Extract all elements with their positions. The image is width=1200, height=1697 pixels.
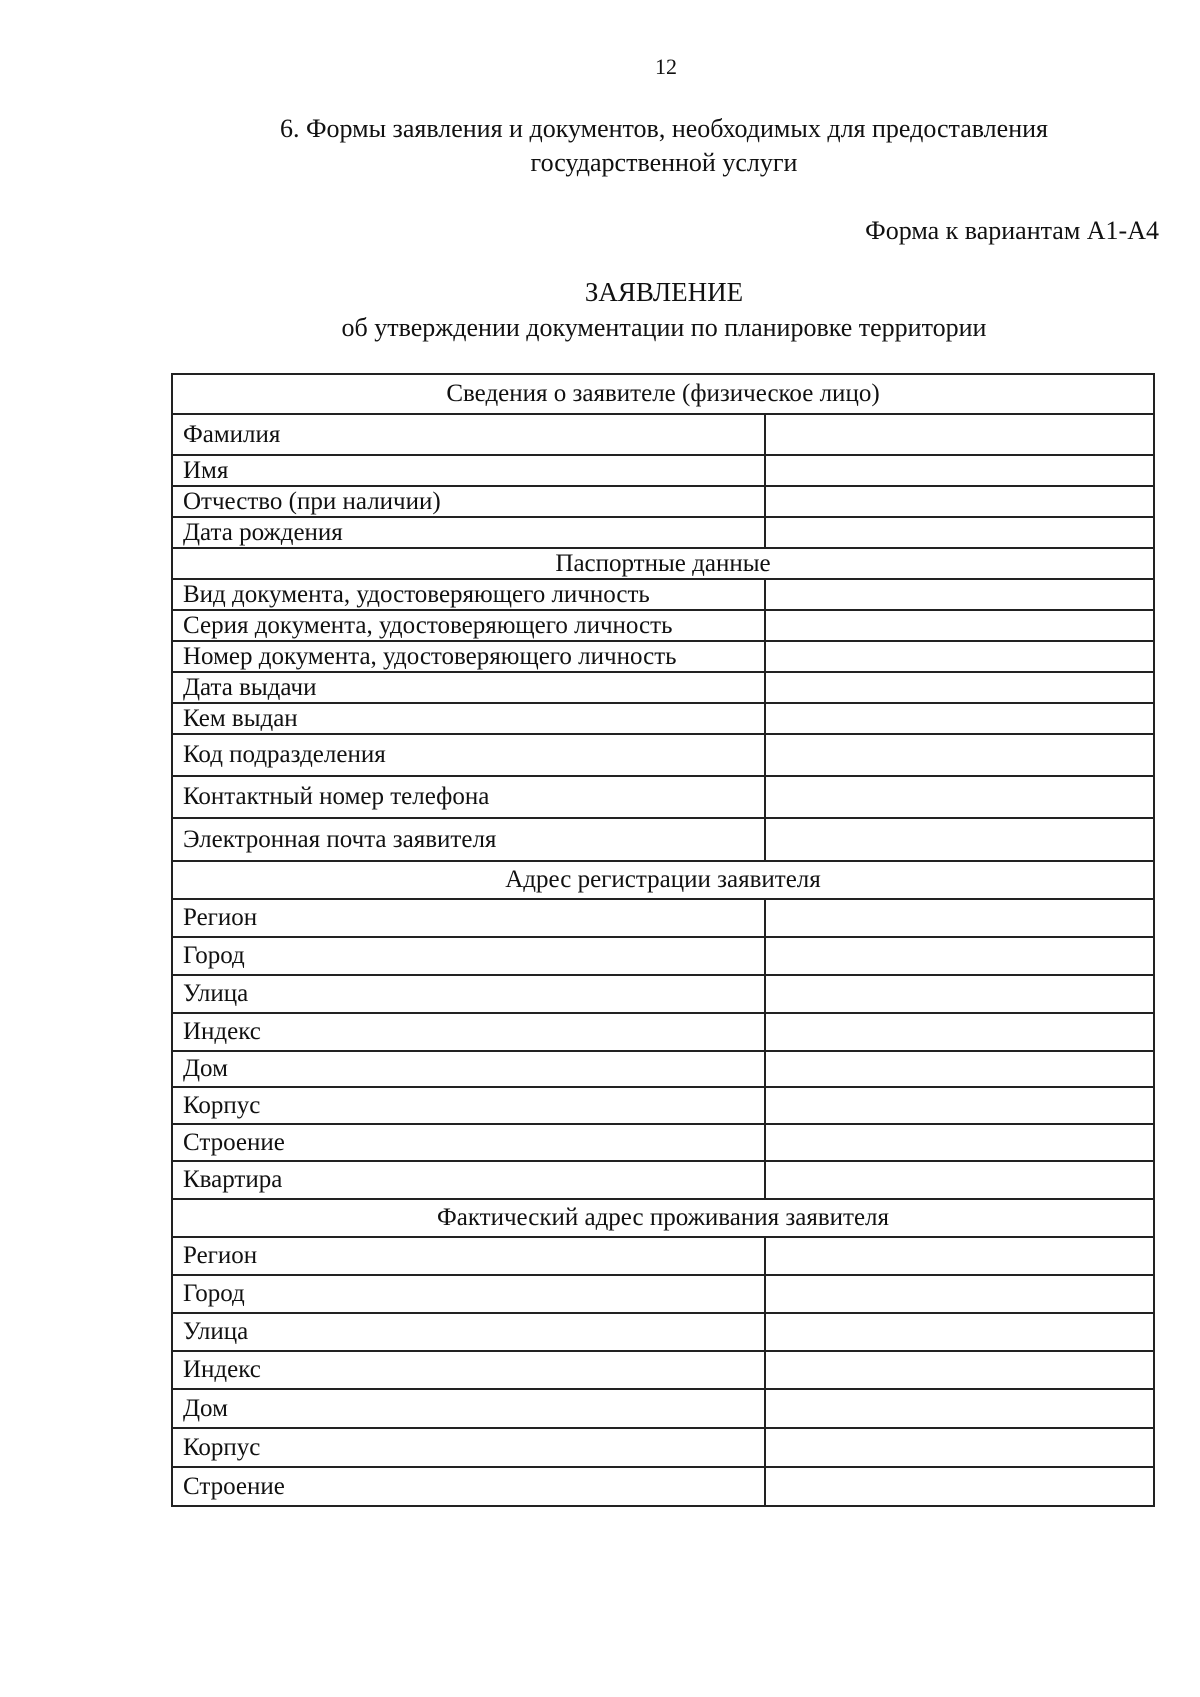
field-label: Улица — [172, 1313, 765, 1351]
table-section-row — [172, 374, 1154, 414]
table-section-row — [172, 1199, 1154, 1237]
table-row — [172, 734, 1154, 776]
table-row — [172, 1313, 1154, 1351]
field-value[interactable] — [765, 1467, 1154, 1506]
section-title-line-1: 6. Формы заявления и документов, необходимых для предоставления — [279, 114, 1048, 143]
field-value[interactable] — [765, 1237, 1154, 1275]
field-value[interactable] — [765, 818, 1154, 861]
table-row — [172, 975, 1154, 1013]
field-label: Дом — [172, 1051, 765, 1087]
table-section-row — [172, 861, 1154, 899]
table-row — [172, 703, 1154, 734]
section-heading: Фактический адрес проживания заявителя — [172, 1199, 1154, 1237]
field-value[interactable] — [765, 486, 1154, 517]
field-label: Электронная почта заявителя — [172, 818, 765, 861]
field-label: Имя — [172, 455, 765, 486]
field-label: Контактный номер телефона — [172, 776, 765, 818]
field-value[interactable] — [765, 776, 1154, 818]
section-title-line-2: государственной услуги — [530, 148, 798, 177]
table-row — [172, 937, 1154, 975]
section-heading: Адрес регистрации заявителя — [172, 861, 1154, 899]
field-label: Регион — [172, 1237, 765, 1275]
table-row — [172, 414, 1154, 455]
field-value[interactable] — [765, 1087, 1154, 1124]
table-row — [172, 1237, 1154, 1275]
table-row — [172, 455, 1154, 486]
field-value[interactable] — [765, 641, 1154, 672]
section-heading: Паспортные данные — [172, 548, 1154, 579]
table-row — [172, 1161, 1154, 1199]
field-label: Номер документа, удостоверяющего личность — [172, 641, 765, 672]
table-row — [172, 899, 1154, 937]
field-label: Квартира — [172, 1161, 765, 1199]
field-value[interactable] — [765, 1275, 1154, 1313]
field-label: Индекс — [172, 1013, 765, 1051]
application-form-table — [171, 373, 1155, 1507]
field-label: Город — [172, 1275, 765, 1313]
field-value[interactable] — [765, 1124, 1154, 1161]
table-row — [172, 517, 1154, 548]
table-row — [172, 1013, 1154, 1051]
page-number: 12 — [655, 54, 677, 79]
field-value[interactable] — [765, 937, 1154, 975]
field-label: Улица — [172, 975, 765, 1013]
field-label: Дом — [172, 1389, 765, 1428]
section-title — [200, 112, 1128, 180]
field-label: Фамилия — [172, 414, 765, 455]
field-label: Отчество (при наличии) — [172, 486, 765, 517]
table-row — [172, 1389, 1154, 1428]
table-row — [172, 579, 1154, 610]
table-section-row — [172, 548, 1154, 579]
section-heading: Сведения о заявителе (физическое лицо) — [172, 374, 1154, 414]
field-label: Корпус — [172, 1428, 765, 1467]
table-row — [172, 1087, 1154, 1124]
field-value[interactable] — [765, 579, 1154, 610]
document-subtitle: об утверждении документации по планировке территории — [341, 313, 987, 342]
table-row — [172, 1351, 1154, 1389]
field-value[interactable] — [765, 610, 1154, 641]
field-value[interactable] — [765, 414, 1154, 455]
table-row — [172, 672, 1154, 703]
field-label: Корпус — [172, 1087, 765, 1124]
field-label: Кем выдан — [172, 703, 765, 734]
table-row — [172, 1467, 1154, 1506]
field-value[interactable] — [765, 1161, 1154, 1199]
table-row — [172, 1428, 1154, 1467]
field-label: Индекс — [172, 1351, 765, 1389]
table-row — [172, 1275, 1154, 1313]
table-row — [172, 610, 1154, 641]
field-label: Строение — [172, 1124, 765, 1161]
table-row — [172, 818, 1154, 861]
document-title: ЗАЯВЛЕНИЕ — [584, 277, 744, 307]
field-value[interactable] — [765, 1428, 1154, 1467]
form-reference: Форма к вариантам А1-А4 — [865, 216, 1159, 245]
field-label: Дата рождения — [172, 517, 765, 548]
field-label: Код подразделения — [172, 734, 765, 776]
field-value[interactable] — [765, 975, 1154, 1013]
field-value[interactable] — [765, 1051, 1154, 1087]
field-value[interactable] — [765, 899, 1154, 937]
field-value[interactable] — [765, 734, 1154, 776]
field-label: Строение — [172, 1467, 765, 1506]
table-row — [172, 776, 1154, 818]
field-value[interactable] — [765, 1013, 1154, 1051]
field-label: Город — [172, 937, 765, 975]
table-row — [172, 1124, 1154, 1161]
field-value[interactable] — [765, 1389, 1154, 1428]
field-value[interactable] — [765, 517, 1154, 548]
table-row — [172, 1051, 1154, 1087]
field-value[interactable] — [765, 455, 1154, 486]
field-label: Вид документа, удостоверяющего личность — [172, 579, 765, 610]
field-label: Регион — [172, 899, 765, 937]
field-value[interactable] — [765, 703, 1154, 734]
table-row — [172, 486, 1154, 517]
table-row — [172, 641, 1154, 672]
field-value[interactable] — [765, 1313, 1154, 1351]
field-value[interactable] — [765, 672, 1154, 703]
field-value[interactable] — [765, 1351, 1154, 1389]
field-label: Дата выдачи — [172, 672, 765, 703]
field-label: Серия документа, удостоверяющего личность — [172, 610, 765, 641]
